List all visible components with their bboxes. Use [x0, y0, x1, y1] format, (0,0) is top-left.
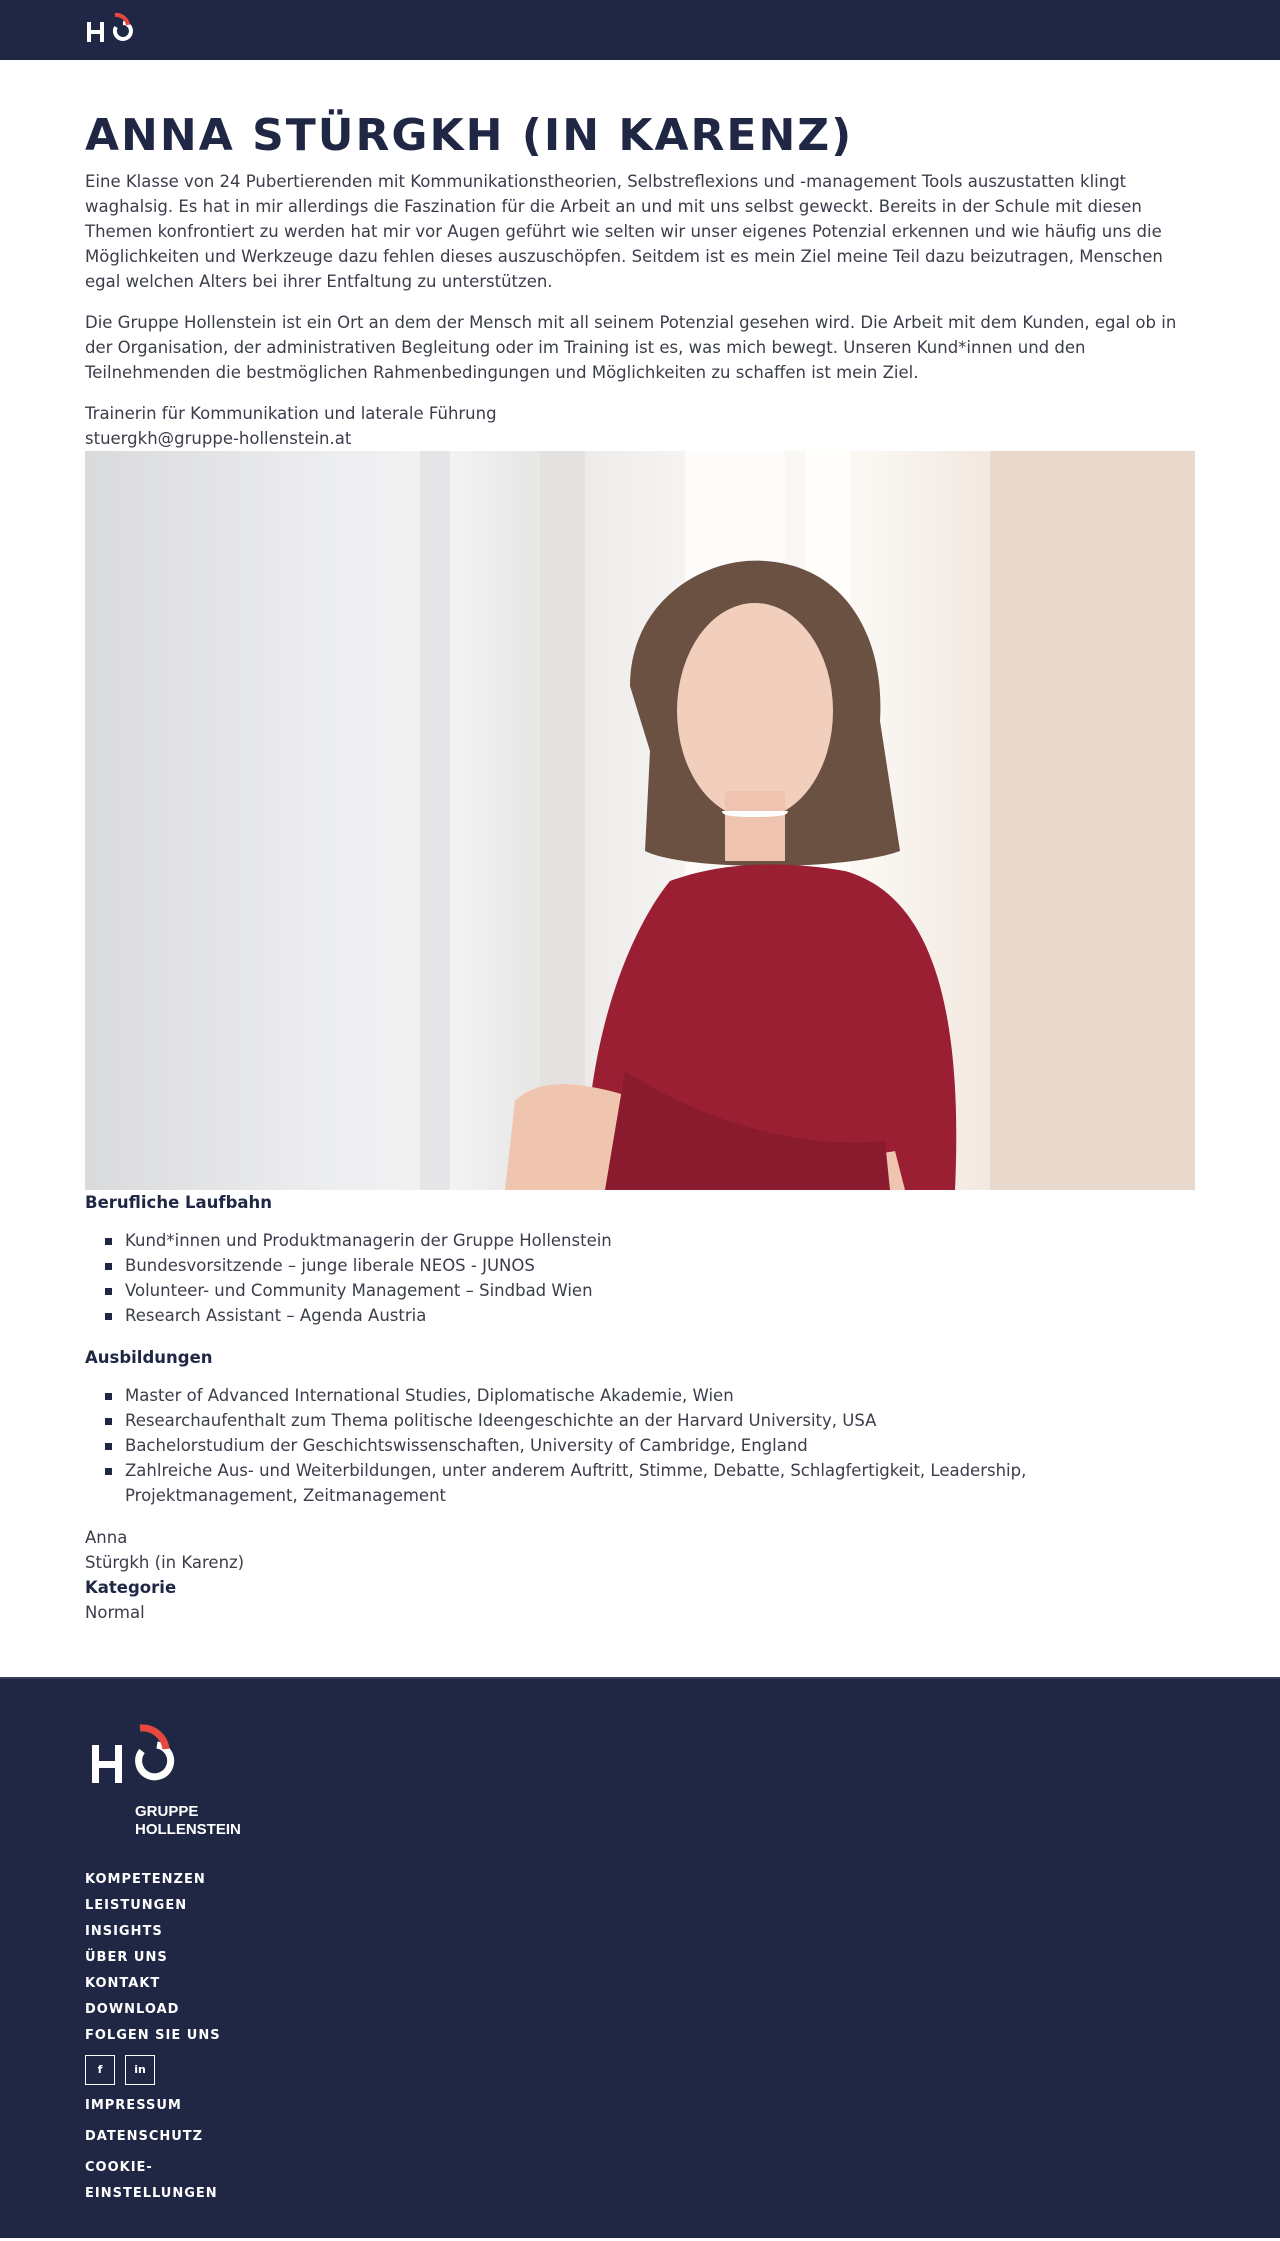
- education-item: Master of Advanced International Studies, Diplomatische Akademie, Wien: [85, 1383, 1195, 1408]
- footer-link-impressum[interactable]: IMPRESSUM: [85, 2097, 182, 2113]
- profile-content: [85, 60, 1195, 1677]
- footer-link-kompetenzen[interactable]: KOMPETENZEN: [85, 1871, 206, 1887]
- career-item: Research Assistant – Agenda Austria: [85, 1303, 1195, 1328]
- footer-link-download[interactable]: DOWNLOAD: [85, 2001, 180, 2017]
- footer-link-leistungen[interactable]: LEISTUNGEN: [85, 1897, 188, 1913]
- bio-paragraph-2: Die Gruppe Hollenstein ist ein Ort an dem der Mensch mit all seinem Potenzial gesehen wird. Die Arbeit mit dem Kunden, egal ob in der Organisation, der administrativen Begleitung oder im Training ist es, was mich bewegt. Unseren Kund*innen und den Teilnehmenden die bestmöglichen Rahmenbedingungen und Möglichkeiten zu schaffen ist mein Ziel.: [85, 312, 1177, 382]
- career-list: [85, 1228, 1195, 1328]
- profile-email[interactable]: stuergkh@gruppe-hollenstein.at: [85, 428, 352, 448]
- footer-brand-line1: GRUPPE: [135, 1802, 199, 1820]
- meta-category-label: Kategorie: [85, 1577, 177, 1597]
- profile-role: Trainerin für Kommunikation und laterale Führung: [85, 403, 497, 423]
- education-item: Zahlreiche Aus- und Weiterbildungen, unter anderem Auftritt, Stimme, Debatte, Schlagfertigkeit, Leadership, Projektmanagement, Zeitmanagement: [85, 1458, 1195, 1508]
- career-item: Volunteer- und Community Management – Sindbad Wien: [85, 1278, 1195, 1303]
- footer-link-cookie-settings[interactable]: COOKIE-EINSTELLUNGEN: [85, 2159, 218, 2201]
- career-item: Bundesvorsitzende – junge liberale NEOS - JUNOS: [85, 1253, 1195, 1278]
- top-navigation-bar: [0, 0, 1280, 60]
- bio-paragraph-1: Eine Klasse von 24 Pubertierenden mit Kommunikationstheorien, Selbstreflexions und -management Tools auszustatten klingt waghalsig. Es hat in mir allerdings die Faszination für die Arbeit an und mit uns selbst geweckt. Bereits in der Schule mit diesen Themen konfrontiert zu werden hat mir vor Augen geführt wie selten wir unser eigenes Potenzial erkennen und wie häufig uns die Möglichkeiten und Werkzeuge dazu fehlen dieses auszuschöpfen. Seitdem ist es mein Ziel meine Teil dazu beizutragen, Menschen egal welchen Alters bei ihrer Entfaltung zu unterstützen.: [85, 171, 1163, 291]
- meta-first-name: Anna: [85, 1527, 128, 1547]
- footer-link-ueber-uns[interactable]: ÜBER UNS: [85, 1949, 168, 1965]
- education-item: Researchaufenthalt zum Thema politische Ideengeschichte an der Harvard University, USA: [85, 1408, 1195, 1433]
- footer-link-kontakt[interactable]: KONTAKT: [85, 1975, 161, 1991]
- footer-brand-line2: HOLLENSTEIN: [135, 1820, 241, 1838]
- profile-name-heading: ANNA STÜRGKH (IN KARENZ): [85, 110, 854, 161]
- meta-last-name: Stürgkh (in Karenz): [85, 1552, 245, 1572]
- career-item: Kund*innen und Produktmanagerin der Gruppe Hollenstein: [85, 1228, 1195, 1253]
- contact-block: [85, 401, 1195, 451]
- footer-link-insights[interactable]: INSIGHTS: [85, 1923, 163, 1939]
- social-links: [85, 2055, 221, 2085]
- site-footer: [0, 1677, 1280, 2238]
- facebook-icon[interactable]: f: [85, 2055, 115, 2085]
- education-item: Bachelorstudium der Geschichtswissenschaften, University of Cambridge, England: [85, 1433, 1195, 1458]
- meta-category-value: Normal: [85, 1602, 145, 1622]
- education-heading: Ausbildungen: [85, 1347, 213, 1367]
- footer-follow-label: FOLGEN SIE UNS: [85, 2027, 221, 2043]
- career-heading: Berufliche Laufbahn: [85, 1192, 273, 1212]
- footer-logo[interactable]: [85, 1723, 255, 1843]
- home-logo-link[interactable]: [85, 10, 135, 50]
- linkedin-icon[interactable]: in: [125, 2055, 155, 2085]
- footer-link-datenschutz[interactable]: DATENSCHUTZ: [85, 2128, 204, 2144]
- education-list: [85, 1383, 1195, 1508]
- profile-photo: [85, 451, 1195, 1190]
- footer-navigation: [85, 1867, 221, 2212]
- profile-meta: [85, 1525, 1195, 1625]
- footer-legal-links: [85, 2093, 221, 2207]
